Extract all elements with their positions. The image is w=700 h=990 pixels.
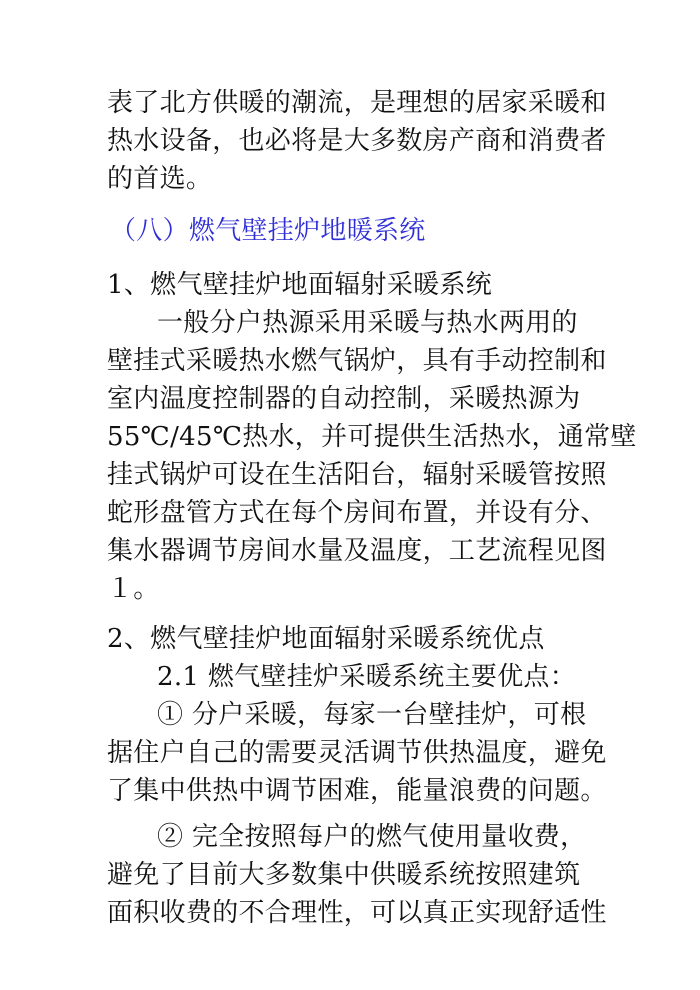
paragraph-line: １。 [107,574,160,604]
list-item-line: 面积收费的不合理性，可以真正实现舒适性 [107,898,607,928]
paragraph-line: 壁挂式采暖热水燃气锅炉，具有手动控制和 [107,346,607,376]
list-item-line: ② 完全按照每户的燃气使用量收费， [157,822,587,852]
list-item-line: 避免了目前大多数集中供暖系统按照建筑 [107,860,581,890]
paragraph-line: 集水器调节房间水量及温度，工艺流程见图 [107,536,607,566]
list-item-line: 据住户自己的需要灵活调节供热温度，避免 [107,738,607,768]
paragraph-line: 表了北方供暖的潮流，是理想的居家采暖和 [107,88,607,118]
list-item-line: ① 分户采暖，每家一台壁挂炉，可根 [157,700,587,730]
subsection-heading: 2、燃气壁挂炉地面辐射采暖系统优点 [107,624,545,654]
paragraph-line: 蛇形盘管方式在每个房间布置，并设有分、 [107,498,607,528]
paragraph-line: 热水设备，也必将是大多数房产商和消费者 [107,126,607,156]
sub-point-heading: 2.1 燃气壁挂炉采暖系统主要优点： [157,662,577,692]
subsection-heading: 1、燃气壁挂炉地面辐射采暖系统 [107,270,493,300]
paragraph-line: 的首选。 [107,164,213,194]
paragraph-line: 挂式锅炉可设在生活阳台，辐射采暖管按照 [107,460,607,490]
list-item-line: 了集中供热中调节困难，能量浪费的问题。 [107,776,607,806]
paragraph-line: 55℃/45℃热水，并可提供生活热水，通常壁 [107,422,637,452]
paragraph-line: 一般分户热源采用采暖与热水两用的 [157,308,578,338]
section-heading: （八）燃气壁挂炉地暖系统 [110,216,426,246]
paragraph-line: 室内温度控制器的自动控制，采暖热源为 [107,384,581,414]
